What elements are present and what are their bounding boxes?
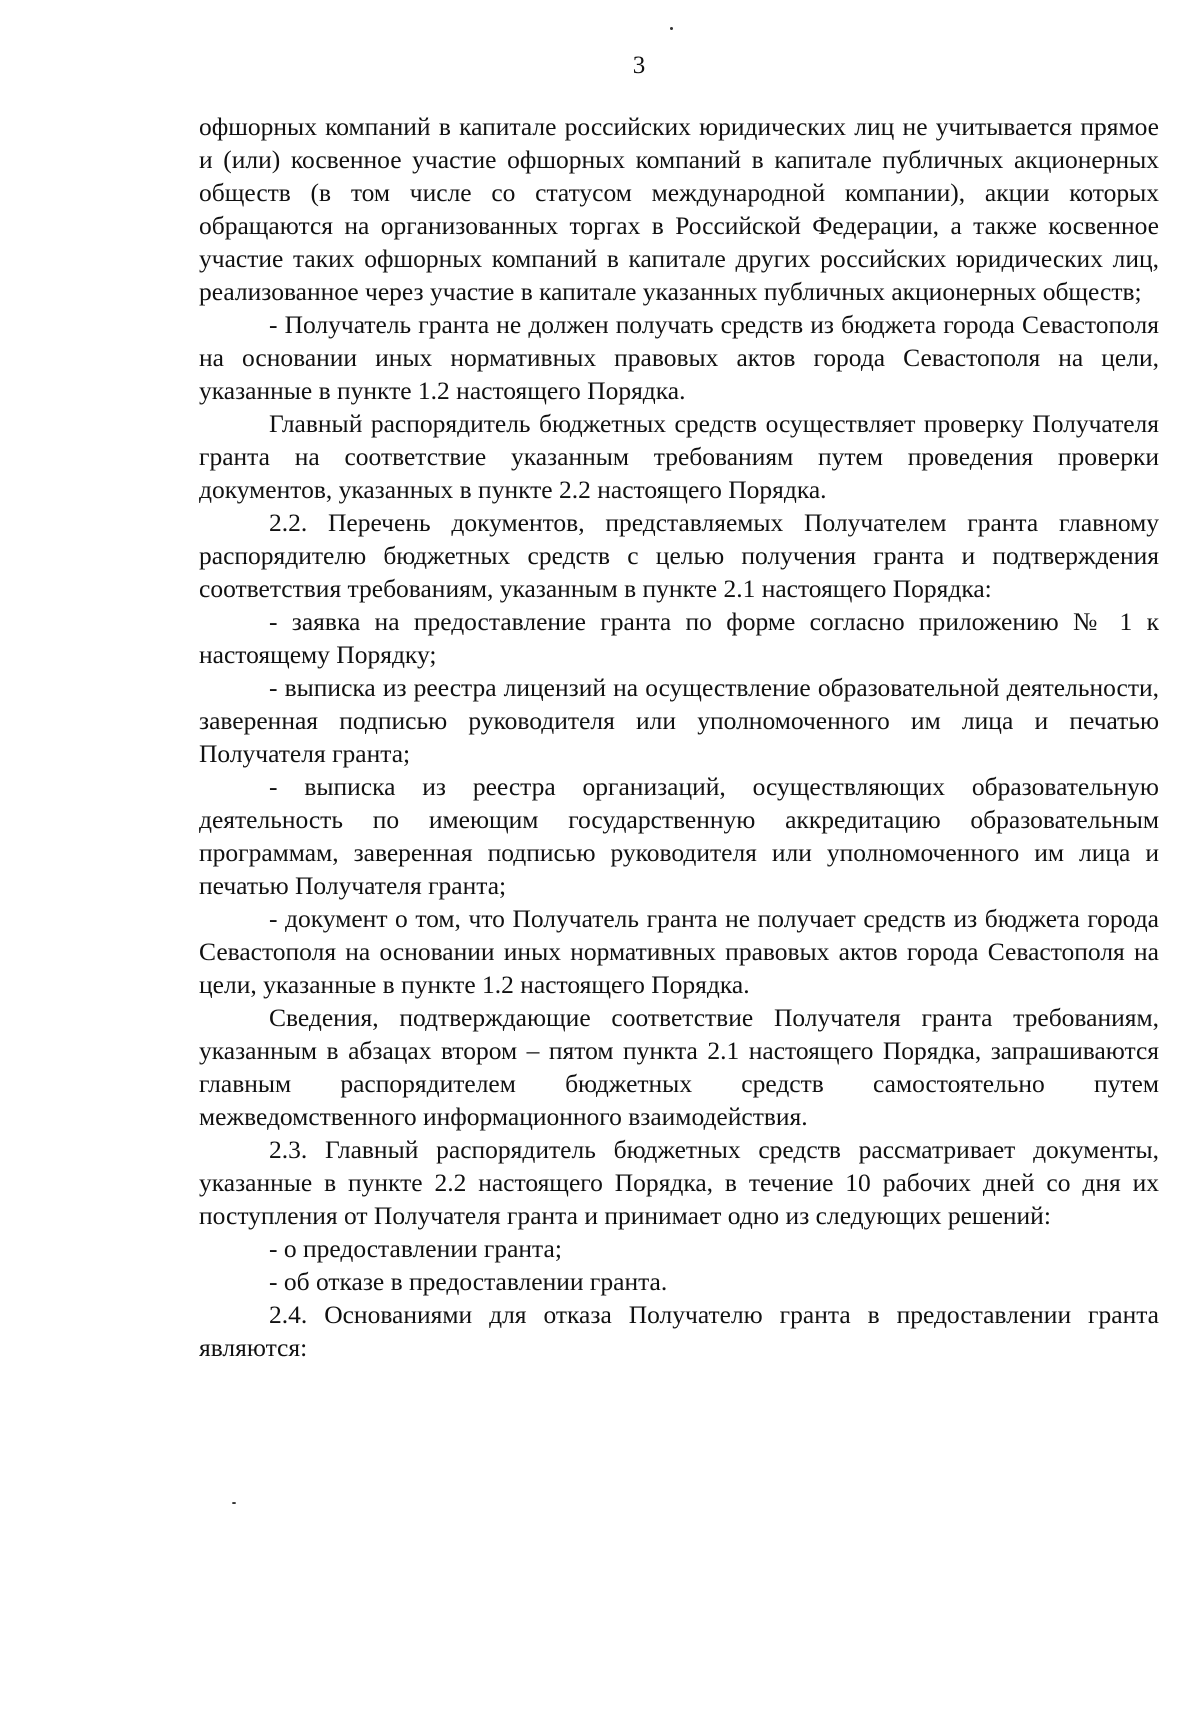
page-number: 3 — [632, 52, 646, 79]
paragraph-2-3-review: 2.3. Главный распорядитель бюджетных средств рассматривает документы, указанные в пункте 2.2 настоящего Порядка, в течение 10 рабочих дней со дня их поступления от Получателя гранта и принимает одно из следующих решений: — [199, 1135, 1159, 1230]
paragraph-2-2-document-list: 2.2. Перечень документов, представляемых Получателем гранта главному распорядителю бюджетных средств с целью получения гранта и подтверждения соответствия требованиям, указанным в пункте 2.1 настоящего Порядка: — [199, 508, 1159, 603]
paragraph-2-4-refusal-grounds: 2.4. Основаниями для отказа Получателю гранта в предоставлении гранта являются: — [199, 1300, 1159, 1362]
paragraph-verification: Главный распорядитель бюджетных средств осуществляет проверку Получателя гранта на соответствие указанным требованиям путем проведения проверки документов, указанных в пункте 2.2 настоящего Порядка. — [199, 409, 1159, 504]
list-item-grant-approval: - о предоставлении гранта; — [269, 1234, 562, 1263]
scan-mark-left — [232, 1502, 236, 1504]
list-item-application: - заявка на предоставление гранта по форме согласно приложению № 1 к настоящему Порядку; — [199, 607, 1159, 669]
scan-mark-top — [670, 27, 673, 30]
list-item-license-extract: - выписка из реестра лицензий на осуществление образовательной деятельности, заверенная подписью руководителя или уполномоченного им лица и печатью Получателя гранта; — [199, 673, 1159, 768]
paragraph-no-other-funds-requirement: - Получатель гранта не должен получать средств из бюджета города Севастополя на основании иных нормативных правовых актов города Севастополя на цели, указанные в пункте 1.2 настоящего Порядка. — [199, 310, 1159, 405]
list-item-no-funds-document: - документ о том, что Получатель гранта не получает средств из бюджета города Севастополя на основании иных нормативных правовых актов города Севастополя на цели, указанные в пункте 1.2 настоящего Порядка. — [199, 904, 1159, 999]
paragraph-interagency-information: Сведения, подтверждающие соответствие Получателя гранта требованиям, указанным в абзацах втором – пятом пункта 2.1 настоящего Порядка, запрашиваются главным распорядителем бюджетных средств самостоятельно путем межведомственного информационного взаимодействия. — [199, 1003, 1159, 1131]
list-item-accreditation-extract: - выписка из реестра организаций, осуществляющих образовательную деятельность по имеющим государственную аккредитацию образовательным программам, заверенная подписью руководителя или уполномоченного им лица и печатью Получателя гранта; — [199, 772, 1159, 900]
list-item-grant-refusal: - об отказе в предоставлении гранта. — [269, 1267, 668, 1296]
document-body — [199, 110, 1159, 1364]
paragraph-offshore-companies: офшорных компаний в капитале российских юридических лиц не учитывается прямое и (или) косвенное участие офшорных компаний в капитале публичных акционерных обществ (в том числе со статусом международной компании), акции которых обращаются на организованных торгах в Российской Федерации, а также косвенное участие таких офшорных компаний в капитале других российских юридических лиц, реализованное через участие в капитале указанных публичных акционерных обществ; — [199, 112, 1159, 306]
